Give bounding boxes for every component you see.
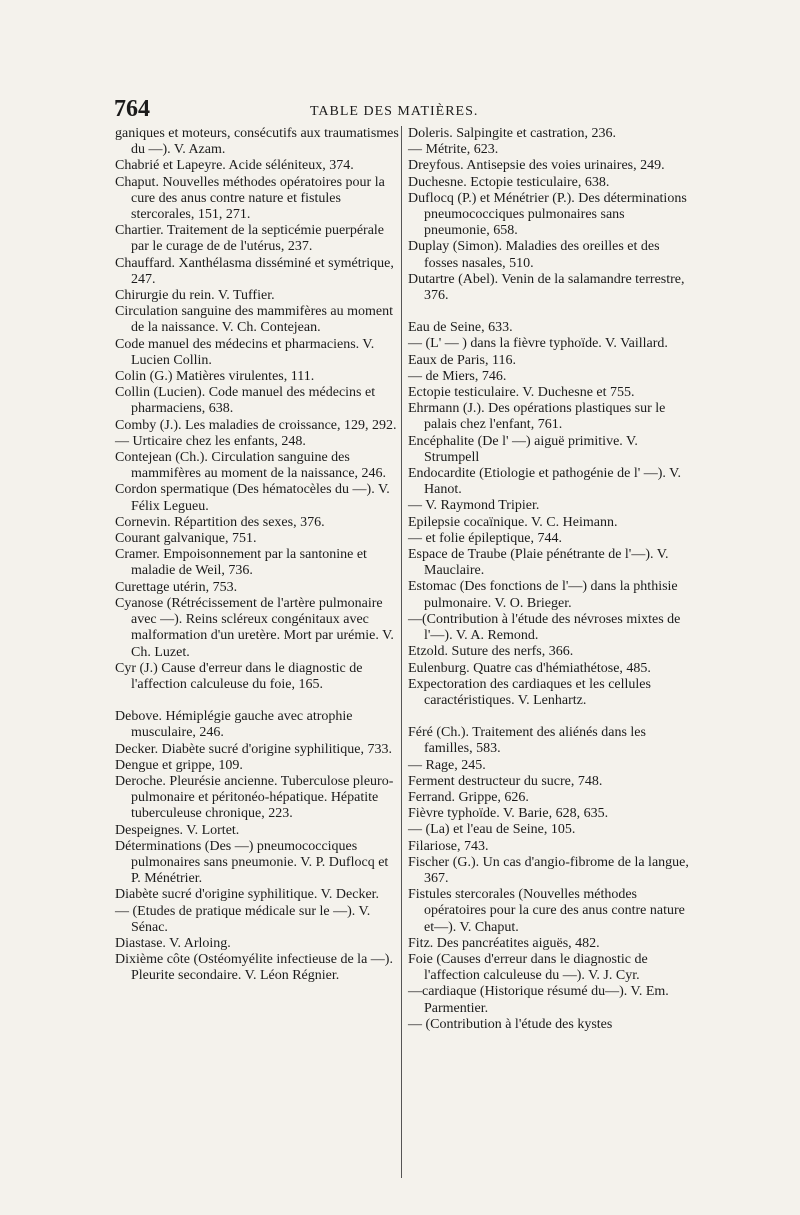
index-entry: — Urticaire chez les enfants, 248.: [115, 433, 306, 449]
index-entry: —(Contribution à l'étude des névroses mixtes de l'—). V. A. Remond.: [408, 611, 681, 644]
index-entry: —cardiaque (Historique résumé du—). V. Em. Parmentier.: [408, 984, 669, 1016]
index-entry: Colin (G.) Matières virulentes, 111.: [115, 369, 315, 385]
index-entry: Cyanose (Rétrécissement de l'artère pulmonaire avec —). Reins scléreux congénitaux avec malformation d'un uretère. Mort par urémie. V. Ch. Luzet.: [115, 595, 394, 660]
index-entry: Fischer (G.). Un cas d'angio-fibrome de la langue, 367.: [408, 854, 689, 886]
index-entry: Ferment destructeur du sucre, 748.: [408, 773, 603, 789]
index-entry: Epilepsie cocaïnique. V. C. Heimann.: [408, 514, 618, 530]
index-entry: Ectopie testiculaire. V. Duchesne et 755.: [408, 385, 635, 401]
index-entry: Cornevin. Répartition des sexes, 376.: [115, 514, 325, 530]
index-entry: — (Contribution à l'étude des kystes: [408, 1016, 613, 1032]
index-entry: Chirurgie du rein. V. Tuffier.: [115, 288, 275, 304]
index-entry: Duchesne. Ectopie testiculaire, 638.: [408, 174, 610, 190]
index-entry: — (L' — ) dans la fièvre typhoïde. V. Vaillard.: [408, 336, 668, 352]
index-entry: Circulation sanguine des mammifères au moment de la naissance. V. Ch. Contejean.: [115, 304, 393, 336]
index-entry: Collin (Lucien). Code manuel des médecins et pharmaciens, 638.: [115, 385, 376, 417]
index-entry: Duflocq (P.) et Ménétrier (P.). Des déterminations pneumococciques pulmonaires sans pneumonie, 658.: [408, 190, 687, 239]
index-entry: Dengue et grippe, 109.: [115, 757, 243, 773]
index-entry: Fièvre typhoïde. V. Barie, 628, 635.: [408, 806, 609, 822]
index-entry: Despeignes. V. Lortet.: [115, 822, 240, 838]
index-entry: Chaput. Nouvelles méthodes opératoires pour la cure des anus contre nature et fistules stercorales, 151, 271.: [115, 174, 385, 223]
index-entry: Ehrmann (J.). Des opérations plastiques sur le palais chez l'enfant, 761.: [408, 401, 666, 433]
index-entry: Duplay (Simon). Maladies des oreilles et des fosses nasales, 510.: [408, 239, 660, 271]
index-entry: — Rage, 245.: [408, 757, 486, 773]
index-entry: — et folie épileptique, 744.: [408, 530, 562, 546]
index-entry: Code manuel des médecins et pharmaciens. V. Lucien Collin.: [115, 336, 375, 368]
index-entry: Cramer. Empoisonnement par la santonine et maladie de Weil, 736.: [115, 547, 367, 579]
index-entry: ganiques et moteurs, consécutifs aux traumatismes du —). V. Azam.: [115, 126, 399, 158]
index-entry: Chabrié et Lapeyre. Acide séléniteux, 374.: [115, 158, 354, 174]
index-entry: Diabète sucré d'origine syphilitique. V. Decker.: [115, 887, 380, 903]
index-column-right: [408, 126, 693, 1033]
index-entry: — V. Raymond Tripier.: [408, 498, 540, 514]
index-entry: Dreyfous. Antisepsie des voies urinaires, 249.: [408, 158, 665, 174]
index-entry: Féré (Ch.). Traitement des aliénés dans les familles, 583.: [408, 725, 646, 757]
index-entry: Expectoration des cardiaques et les cellules caractéristiques. V. Lenhartz.: [408, 676, 651, 708]
page-number: 764: [114, 96, 150, 122]
index-entry: Dixième côte (Ostéomyélite infectieuse de la —). Pleurite secondaire. V. Léon Régnier.: [115, 952, 393, 984]
index-entry: — (La) et l'eau de Seine, 105.: [408, 822, 576, 838]
index-entry: Decker. Diabète sucré d'origine syphilitique, 733.: [115, 741, 392, 757]
index-entry: Fistules stercorales (Nouvelles méthodes opératoires pour la cure des anus contre nature et—). V. Chaput.: [408, 887, 685, 935]
index-entry: Ferrand. Grippe, 626.: [408, 789, 529, 805]
index-entry: Doleris. Salpingite et castration, 236.: [408, 126, 617, 141]
index-entry: Endocardite (Etiologie et pathogénie de l' —). V. Hanot.: [408, 466, 681, 498]
index-entry: Eau de Seine, 633.: [408, 320, 513, 336]
index-entry: Debove. Hémiplégie gauche avec atrophie musculaire, 246.: [115, 709, 353, 741]
index-entry: Espace de Traube (Plaie pénétrante de l'—). V. Mauclaire.: [408, 547, 669, 579]
index-entry: Comby (J.). Les maladies de croissance, 129, 292.: [115, 417, 397, 433]
index-entry: Encéphalite (De l' —) aiguë primitive. V. Strumpell: [408, 433, 638, 465]
index-entry: Dutartre (Abel). Venin de la salamandre terrestre, 376.: [408, 271, 685, 304]
index-entry: Déterminations (Des —) pneumococciques pulmonaires sans pneumonie. V. P. Duflocq et P. Ménétrier.: [115, 838, 389, 887]
index-entry: Cyr (J.) Cause d'erreur dans le diagnostic de l'affection calculeuse du foie, 165.: [115, 660, 363, 692]
index-entry: Filariose, 743.: [408, 838, 489, 854]
index-entry: Etzold. Suture des nerfs, 366.: [408, 644, 574, 660]
index-entry: Curettage utérin, 753.: [115, 579, 238, 595]
column-divider: [401, 126, 402, 1178]
index-entry: Deroche. Pleurésie ancienne. Tuberculose pleuro-pulmonaire et péritonéo-hépatique. Hépatite tuberculeuse chronique, 223.: [115, 773, 394, 822]
index-entry: Contejean (Ch.). Circulation sanguine des mammifères au moment de la naissance, 246.: [115, 450, 387, 482]
running-head: TABLE DES MATIÈRES.: [310, 104, 479, 119]
index-entry: Fitz. Des pancréatites aiguës, 482.: [408, 935, 600, 951]
index-entry: Diastase. V. Arloing.: [115, 935, 231, 951]
index-column-left: [115, 126, 399, 985]
index-entry: Eaux de Paris, 116.: [408, 352, 516, 368]
index-entry: Chauffard. Xanthélasma disséminé et symétrique, 247.: [115, 255, 394, 287]
index-entry: Cordon spermatique (Des hématocèles du —). V. Félix Legueu.: [115, 482, 390, 514]
index-entry: — (Etudes de pratique médicale sur le —). V. Sénac.: [115, 903, 371, 935]
index-entry: Eulenburg. Quatre cas d'hémiathétose, 485.: [408, 660, 651, 676]
index-entry: — Métrite, 623.: [408, 142, 499, 158]
index-entry: Estomac (Des fonctions de l'—) dans la phthisie pulmonaire. V. O. Brieger.: [408, 579, 678, 611]
index-entry: Foie (Causes d'erreur dans le diagnostic de l'affection calculeuse du —). V. J. Cyr.: [408, 951, 648, 984]
index-entry: — de Miers, 746.: [408, 368, 507, 384]
index-entry: Chartier. Traitement de la septicémie puerpérale par le curage de de l'utérus, 237.: [115, 223, 385, 255]
index-entry: Courant galvanique, 751.: [115, 531, 257, 547]
